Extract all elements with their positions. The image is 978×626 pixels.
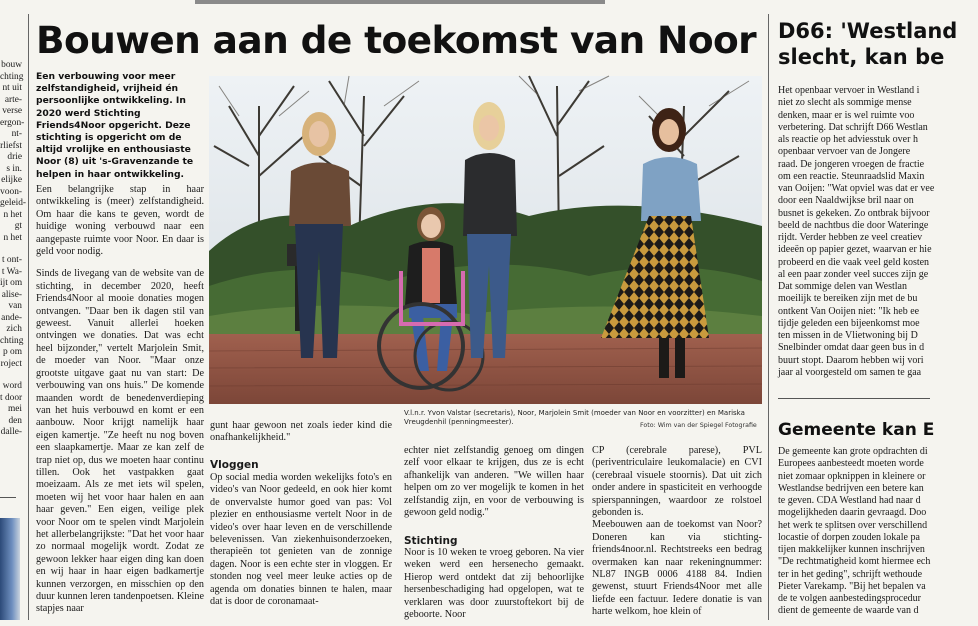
text-line: elijke [1,175,22,185]
text-line: n het [3,209,22,220]
subheading-stichting: Stichting [404,535,458,547]
text-line: ideeën op papier gezet, waarvan er hie [778,244,932,256]
paragraph: gunt haar gewoon net zoals ieder kind die onafhankelijkheid." [210,420,392,444]
text-line: ijt om [0,278,23,288]
column-rule-left [28,14,29,620]
paragraph: Meebouwen aan de toekomst van Noor? Doneren kan via stichting-friends4noor.nl. Rechtstreeks een bedrag overmaken kan naar rekeningnummer: NL87 INGB 0006 4188 84. Indien gewenst, stuurt Friends4Noor met alle liefde een factuur. Iedere donatie is van harte welkom, hoe klein of [592,519,762,618]
text-line: nt- [11,129,22,139]
text-line: probeerd en die vaak veel geld kosten [778,256,930,268]
paragraph: echter niet zelfstandig genoeg om dingen zelf voor elkaar te krijgen, dus ze is echt afhankelijk van anderen. "We willen haar helpen om zo ver mogelijk te komen in het zelfstandig zijn, en voor de verbouwing is gewoon geld nodig." [404,445,584,519]
text-line: word [2,381,22,391]
article-column-2-top [210,420,392,445]
text-line: t Wa- [1,266,22,277]
text-line: Pieter Varekamp. "Bij het bepalen va [778,580,926,592]
text-line: rijdt. Verder hebben ze veel creatiev [778,232,923,243]
text-line: moeilijk te bereiken zijn met de bu [778,293,918,305]
text-line: om een reactie. Steunraadslid Maxin [778,170,925,182]
article-column-2 [210,472,392,608]
subheading-vloggen: Vloggen [210,459,259,471]
text-line: roject [0,358,22,369]
right-divider [778,398,930,399]
left-column-fragments [0,60,27,439]
text-line: Dat sommige delen van Westlan [778,281,907,292]
text-line: van [8,301,22,311]
text-line: openbaar vervoer van de Jongere [778,146,911,158]
paragraph: Een belangrijke stap in haar ontwikkeling is (meer) zelfstandigheid. Om haar die kans te geven, wordt de huidige woning verbouwd naar een aangepaste ruimte voor Noor. En daar is geld voor nodig. [36,184,204,258]
text-line: rliefst [0,140,22,151]
article-headline: Bouwen aan de toekomst van Noor [36,18,757,62]
text-line: t door [0,392,23,403]
text-line: buurt stopt. Daarom hebben wij vori [778,354,924,366]
text-line: voon- [0,186,22,197]
text-line: van Ooijen: "Wat opviel was dat er vee [778,183,935,194]
text-line: t ont- [1,255,22,265]
text-line: jaar al voorgesteld om samen te gaa [778,366,922,378]
text-line: ande- [1,312,22,323]
text-line: "De rechtmatigheid komt hiermee ech [778,556,931,568]
paragraph: Sinds de livegang van de website van de stichting, in december 2020, heeft Friends4Noor al mooie donaties mogen ontvangen. "Daar ben ik dagen stil van geweest. Vanuit allerlei hoeken ontvingen we donaties. Dat was echt heel bijzonder," vertelt Marjolein Smit, de moeder van Noor. "Maar onze grootste uitgave gaat nu van start: De verbouwing van ons huis." De komende maanden wordt de benedenverdieping van het huis verbouwd en komt er een aanbouw. Noor krijgt namelijk haar eigen kamertje. "Ze heeft nu nog boven een slaapkamertje. Maar ze kan zelf de trap niet op, dus we moeten haar continu tillen. Ook het vastpakken gaat moeizaam. Als ze met iets wil spelen, moeten wij het voor haar halen en aan haar geven." Een eigen, veilige plek voor Noor om te spelen vindt Marjolein het allerbelangrijkste: "Dat het voor haar zo normaal mogelijk wordt. Zodat ze gewoon lekker haar eigen ding kan doen en wij haar in haar eigen badkamertje kunnen verzorgen, en misschien op den duur kunnen leren tandenpoetsen. Kleine stapjes naar [36,268,204,615]
text-line: p om [2,347,22,357]
article-column-3-top [404,445,584,519]
text-line: mei [7,404,22,414]
paragraph: Noor is 10 weken te vroeg geboren. Na vier weken werd een hersenecho gemaakt. Hierop werd ontdekt dat zij behoorlijke hersenbeschadiging had opgelopen, wat te verklaren was door zuurstoftekort bij de geboorte. Noor [404,547,584,621]
text-line: ter in het geding", schrijft wethoude [778,568,923,580]
text-line: Snelbinder omdat daar geen bus in d [778,342,925,354]
top-bar [195,0,605,4]
right-article-2-body [778,446,930,618]
text-line: gt [14,221,22,231]
text-line: mogelijkheden daarin gevraagd. Doo [778,507,927,519]
text-line: ontkent Van Ooijen niet: "Ik heb ee [778,305,920,317]
text-line: Westlandse bedrijven een betere kan [778,482,924,494]
text-line: ergon- [0,117,25,128]
left-photo-fragment [0,518,20,620]
photo-caption: V.l.n.r. Yvon Valstar (secretaris), Noor, Marjolein Smit (moeder van Noor en voorzitter) en Mariska Vreugdenhil (penningmeester). [404,409,745,427]
right-headline-text: D66: 'Westland slecht, kan be [778,19,958,69]
text-line: s in. [6,163,22,174]
text-line: den [8,415,22,426]
text-line: ten missen in de Vlietwoning bij D [778,330,918,341]
text-line: als reactie op het adviesstuk over h [778,134,918,145]
text-line: locastie of dorpen zouden lokale pa [778,531,920,543]
text-line: verbetering. Dat schrijft D66 Westlan [778,121,928,133]
text-line [0,370,22,381]
text-line: geleid- [0,198,27,208]
column-rule-right [768,14,769,620]
text-line: beeld de nachtbus die door Wateringe [778,219,929,231]
text-line: busnet is gekeken. Zo ontbrak bijvoor [778,207,930,219]
paragraph: CP (cerebrale parese), PVL (periventriculaire leukomalacie) en CVI (cerebraal visuele stoornis). Dat uit zich onder andere in spasticiteit en verhoogde spierspanningen, waardoor ze rolstoel gebonden is. [592,445,762,519]
article-intro: Een verbouwing voor meer zelfstandigheid, vrijheid én persoonlijke ontwikkeling. In 2020 werd Stichting Friends4Noor opgericht. Deze stichting is opgericht om de altijd vrolijke en enthousiaste Noor (8) uit 's-Gravenzande te helpen in haar ontwikkeling. [36,71,194,180]
text-line: tijdje geleden een bijeenkomst moe [778,317,920,329]
text-line: bouw [1,60,22,70]
text-line: De gemeente kan grote opdrachten di [778,446,928,457]
text-line: dient de gemeente de waarde van d [778,605,919,617]
article-column-4 [592,445,762,619]
left-divider [0,497,16,498]
text-line: tijen makkelijker kunnen inschrijven [778,544,925,555]
text-line: Het openbaar vervoer in Westland i [778,85,920,96]
article-column-1 [36,184,204,626]
text-line: al een paar zonder veel succes zijn ge [778,268,929,280]
text-line: niet zo slecht als sommige mense [778,97,912,109]
text-line: nt uit [2,83,22,93]
text-line: de te volgen aanbestedingsprocedur [778,593,922,604]
right-headline [778,18,978,70]
text-line: raad. De jongeren vroegen de fractie [778,158,925,170]
right-headline-2: Gemeente kan E [778,420,935,440]
text-line: alise- [1,289,22,300]
text-line: te geven. CDA Westland had naar d [778,495,921,506]
text-line: drie [7,152,22,162]
text-line: chting [0,71,24,82]
text-line: zich [6,324,22,334]
text-line: n het [3,232,22,243]
text-line: dalle- [0,427,22,437]
text-line: chting [0,335,24,346]
article-photo [209,76,762,404]
text-line: arte- [4,94,22,105]
photo-illustration [209,76,762,404]
text-line: het werk te splitsen over verschillend [778,519,928,531]
text-line: denken, maar er is wel ruimte voo [778,109,915,121]
right-article-1-body [778,85,935,379]
photo-credit: Foto: Wim van der Spiegel Fotografie [640,422,757,429]
text-line: verse [2,106,22,116]
text-line: niet zomaar opknippen in kleinere or [778,470,926,482]
text-line: Europees aanbesteedt moeten worde [778,458,924,470]
paragraph: Op social media worden wekelijks foto's en video's van Noor gedeeld, en ook hier komt de onvervalste humor goed van pas: Vol plezier en enthousiasme vertelt Noor in de video's over haar leven en de verschillende belevenissen. Van ziekenhuisonderzoeken, therapieën tot genieten van de zonnige dagen. Noor is een echte ster in vloggen. Er stonden nog veel meer leuke acties op de agenda om donaties binnen te halen, maar dat is door de coronamaat- [210,472,392,608]
text-line [0,244,22,255]
article-column-3 [404,547,584,621]
text-line: door een Naaldwijkse bril naar on [778,195,914,207]
